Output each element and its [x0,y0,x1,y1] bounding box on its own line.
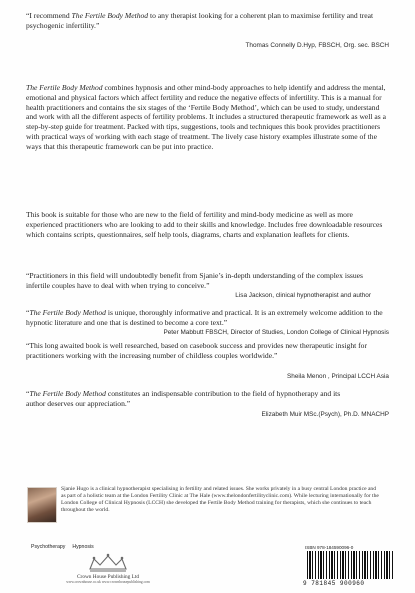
endorsement-top-author: Thomas Connelly D.Hyp, FBSCH, Org. sec. BSCH [245,42,389,49]
endorsement-top [26,11,386,30]
endorsement-1-author: Lisa Jackson, clinical hypnotherapist and author [235,292,371,299]
author-bio: Sjanie Hugo is a clinical hypnotherapist specialising in fertility and related issues. She works privately in a busy central London practice and as part of a holistic team at the London Fertility Clinic at The Hale (www.thelondonfertilityclinic.com). While lecturing internationally for the London College of Clinical Hypnosis (LCCH) she developed the Fertile Body Method training for therapists, which she continues to teach throughout the world. [61,486,379,514]
category-hypnosis: Hypnosis [72,544,94,550]
book-title: The Fertile Body Method [26,83,103,92]
book-title: The Fertile Body Method [29,389,106,398]
barcode-digits: 9 781845 900960 [303,580,365,587]
isbn-barcode [301,545,397,591]
endorsement-4-author: Elizabeth Muir MSc.(Psych), Ph.D. MNACHP [261,411,389,418]
endorsement-2 [26,308,390,327]
endorsement-text: “ [26,389,30,398]
endorsement-text: constitutes an indispensable contribution to the field of hypnotherapy and its author deserves our appreciation.” [26,389,341,408]
crown-icon [86,553,130,573]
endorsement-4 [26,389,356,408]
description-text: combines hypnosis and other mind-body approaches to help identify and address the mental, emotional and physical factors which affect fertility and reduce the negative effects of infertility. This is a manual for health practitioners and contains the six stages of the ‘Fertile Body Method’, which can be used to study, understand and work with all the different aspects of fertility problems. It includes a structured therapeutic framework as well as a step-by-step guide for treatment. Packed with tips, suggestions, tools and techniques this book provides practitioners with practical ways of working with each stage of treatment. The lively case history examples illustrate some of the ways that this therapeutic framework can be put into practice. [26,83,387,151]
endorsement-3-author: Sheila Menon , Principal LCCH Asia [287,373,389,380]
endorsement-1 [26,271,388,290]
description-paragraph [26,83,390,152]
endorsement-text: “This long awaited book is well researched, based on casebook success and provides new therapeutic insight for practitioners working with the increasing number of childless couples worldwide.” [26,341,367,360]
publisher-name: Crown House Publishing Ltd [77,574,139,580]
endorsement-3 [26,341,390,360]
barcode-bars [307,551,393,579]
endorsement-top-text: to any therapist looking for a coherent plan to maximise fertility and treat psychogenic infertility.” [26,11,374,30]
endorsement-2-author: Peter Mabbutt FBSCH, Director of Studies, London College of Clinical Hypnosis [163,329,389,336]
endorsement-text: is unique, thoroughly informative and practical. It is an extremely welcome addition to the hypnotic literature and one that is destined to become a core text.” [26,308,383,327]
category-psychotherapy: Psychotherapy [31,544,66,550]
endorsement-text: “ [26,308,30,317]
publisher-logo [60,553,156,584]
endorsement-text: “Practitioners in this field will undoubtedly benefit from Sjanie’s in-depth understanding of the complex issues infertile couples have to deal with when trying to conceive.” [26,271,364,290]
publisher-web: www.crownhouse.co.uk www.crownhousepublishing.com [66,580,150,584]
isbn-text: ISBN 978-184590096-0 [305,545,354,550]
author-photo [27,487,57,523]
audience-paragraph: This book is suitable for those who are new to the field of fertility and mind-body medicine as well as more experienced practitioners who are looking to add to their skills and knowledge. Includes free downloadable resources which contains scripts, questionnaires, self help tools, diagrams, charts and explanation leaflets for clients. [26,210,383,239]
book-title: The Fertile Body Method [29,308,106,317]
category-labels [31,544,101,550]
book-title: The Fertile Body Method [71,11,149,20]
endorsement-top-text: “I recommend [26,11,72,20]
